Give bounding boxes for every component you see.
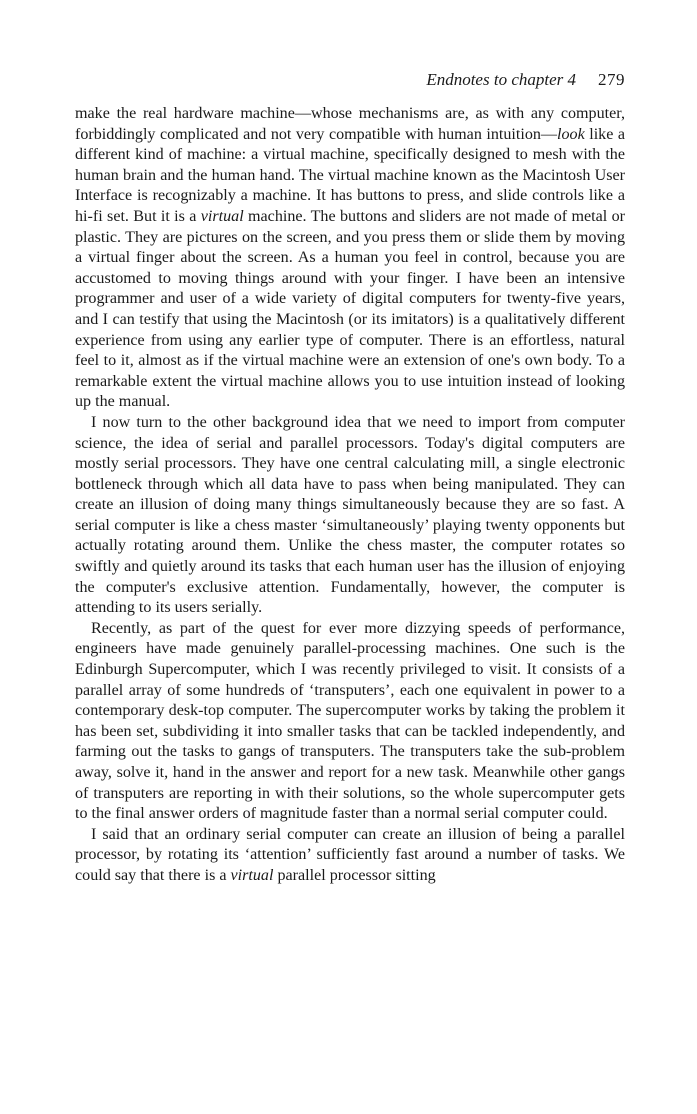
chapter-title: Endnotes to chapter 4 [426, 70, 576, 89]
paragraph-4-text-2: parallel processor sitting [273, 866, 436, 884]
page-number: 279 [598, 70, 625, 89]
paragraph-1-text-1: make the real hardware machine—whose mechanisms are, as with any computer, forbiddingly complicated and not very compatible with human intuition— [75, 105, 625, 143]
emphasis-look: look [557, 125, 585, 143]
emphasis-virtual: virtual [200, 207, 244, 225]
running-head [75, 70, 625, 96]
paragraph-4 [75, 825, 625, 887]
paragraph-1 [75, 104, 625, 413]
paragraph-1-text-2: like a different kind of machine: a virtual machine, specifically designed to mesh with the human brain and the human hand. The virtual machine known as the Macintosh User Interface is recognizably a machine. It has buttons to press, and slide controls like a hi-fi set. But it is a [75, 125, 625, 225]
book-page [75, 70, 625, 887]
emphasis-virtual-2: virtual [230, 866, 274, 884]
paragraph-4-text-1: I said that an ordinary serial computer can create an illusion of being a parallel processor, by rotating its ‘attention’ sufficiently fast around a number of tasks. We could say that there is a [75, 825, 625, 884]
paragraph-1-text-3: machine. The buttons and sliders are not made of metal or plastic. They are pictures on the screen, and you press them or slide them by moving a virtual finger about the screen. As a human you feel in control, because you are accustomed to moving things around with your finger. I have been an intensive programmer and user of a wide variety of digital computers for twenty-five years, and I can testify that using the Macintosh (or its imitators) is a qualitatively different experience from using any earlier type of computer. There is an effortless, natural feel to it, almost as if the virtual machine were an extension of one's own body. To a remarkable extent the virtual machine allows you to use intuition instead of looking up the manual. [75, 207, 625, 411]
body-text [75, 104, 625, 887]
paragraph-2: I now turn to the other background idea that we need to import from computer science, the idea of serial and parallel processors. Today's digital computers are mostly serial processors. They have one central calculating mill, a single electronic bottleneck through which all data have to pass when being manipulated. They can create an illusion of doing many things simultaneously because they are so fast. A serial computer is like a chess master ‘simultaneously’ playing twenty opponents but actually rotating around them. Unlike the chess master, the computer rotates so swiftly and quietly around its tasks that each human user has the illusion of enjoying the computer's exclusive attention. Fundamentally, however, the computer is attending to its users serially. [75, 413, 625, 617]
paragraph-3: Recently, as part of the quest for ever more dizzying speeds of performance, engineers have made genuinely parallel-processing machines. One such is the Edinburgh Supercomputer, which I was recently privileged to visit. It consists of a parallel array of some hundreds of ‘transputers’, each one equivalent in power to a contemporary desk-top computer. The supercomputer works by taking the problem it has been set, subdividing it into smaller tasks that can be tackled independently, and farming out the tasks to gangs of transputers. The transputers take the sub-problem away, solve it, hand in the answer and report for a new task. Meanwhile other gangs of transputers are reporting in with their solutions, so the whole supercomputer gets to the final answer orders of magnitude faster than a normal serial computer could. [75, 619, 625, 823]
